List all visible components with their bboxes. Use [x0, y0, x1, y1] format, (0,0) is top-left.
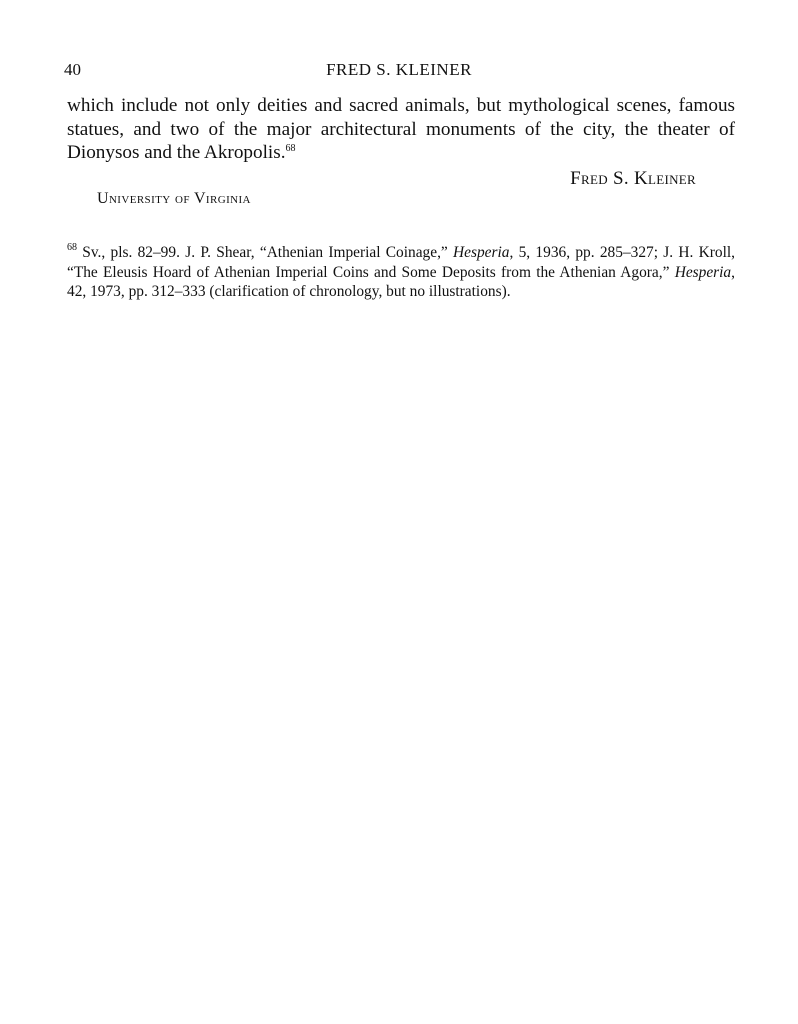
footnote [67, 243, 735, 302]
footnote-text-2: , 5, 1936, pp. 285–327; J. H. Kroll, “The Eleusis Hoard of Athenian Imperial Coins and Some Deposits from the Athenian Agora,” [67, 244, 735, 281]
author-affiliation: University of Virginia [97, 190, 251, 207]
body-paragraph [67, 94, 735, 165]
footnote-journal-1: Hesperia [453, 244, 510, 261]
footnote-journal-2: Hesperia [674, 263, 732, 281]
footnote-text-1: Sv., pls. 82–99. J. P. Shear, “Athenian Imperial Coinage,” [77, 244, 454, 261]
running-head: FRED S. KLEINER [326, 60, 472, 79]
footnote-marker: 68 [67, 242, 77, 253]
footnote-text-3: , 42, 1973, pp. 312–333 (clarification of chronology, but no illustrations). [67, 263, 735, 300]
body-text: which include not only deities and sacred animals, but mythological scenes, famous statues, and two of the major architectural monuments of the city, the theater of Dionysos and the Akropolis. [67, 95, 735, 163]
footnote-reference: 68 [285, 143, 296, 154]
author-signature: Fred S. Kleiner [570, 168, 696, 189]
page-number: 40 [64, 60, 81, 79]
